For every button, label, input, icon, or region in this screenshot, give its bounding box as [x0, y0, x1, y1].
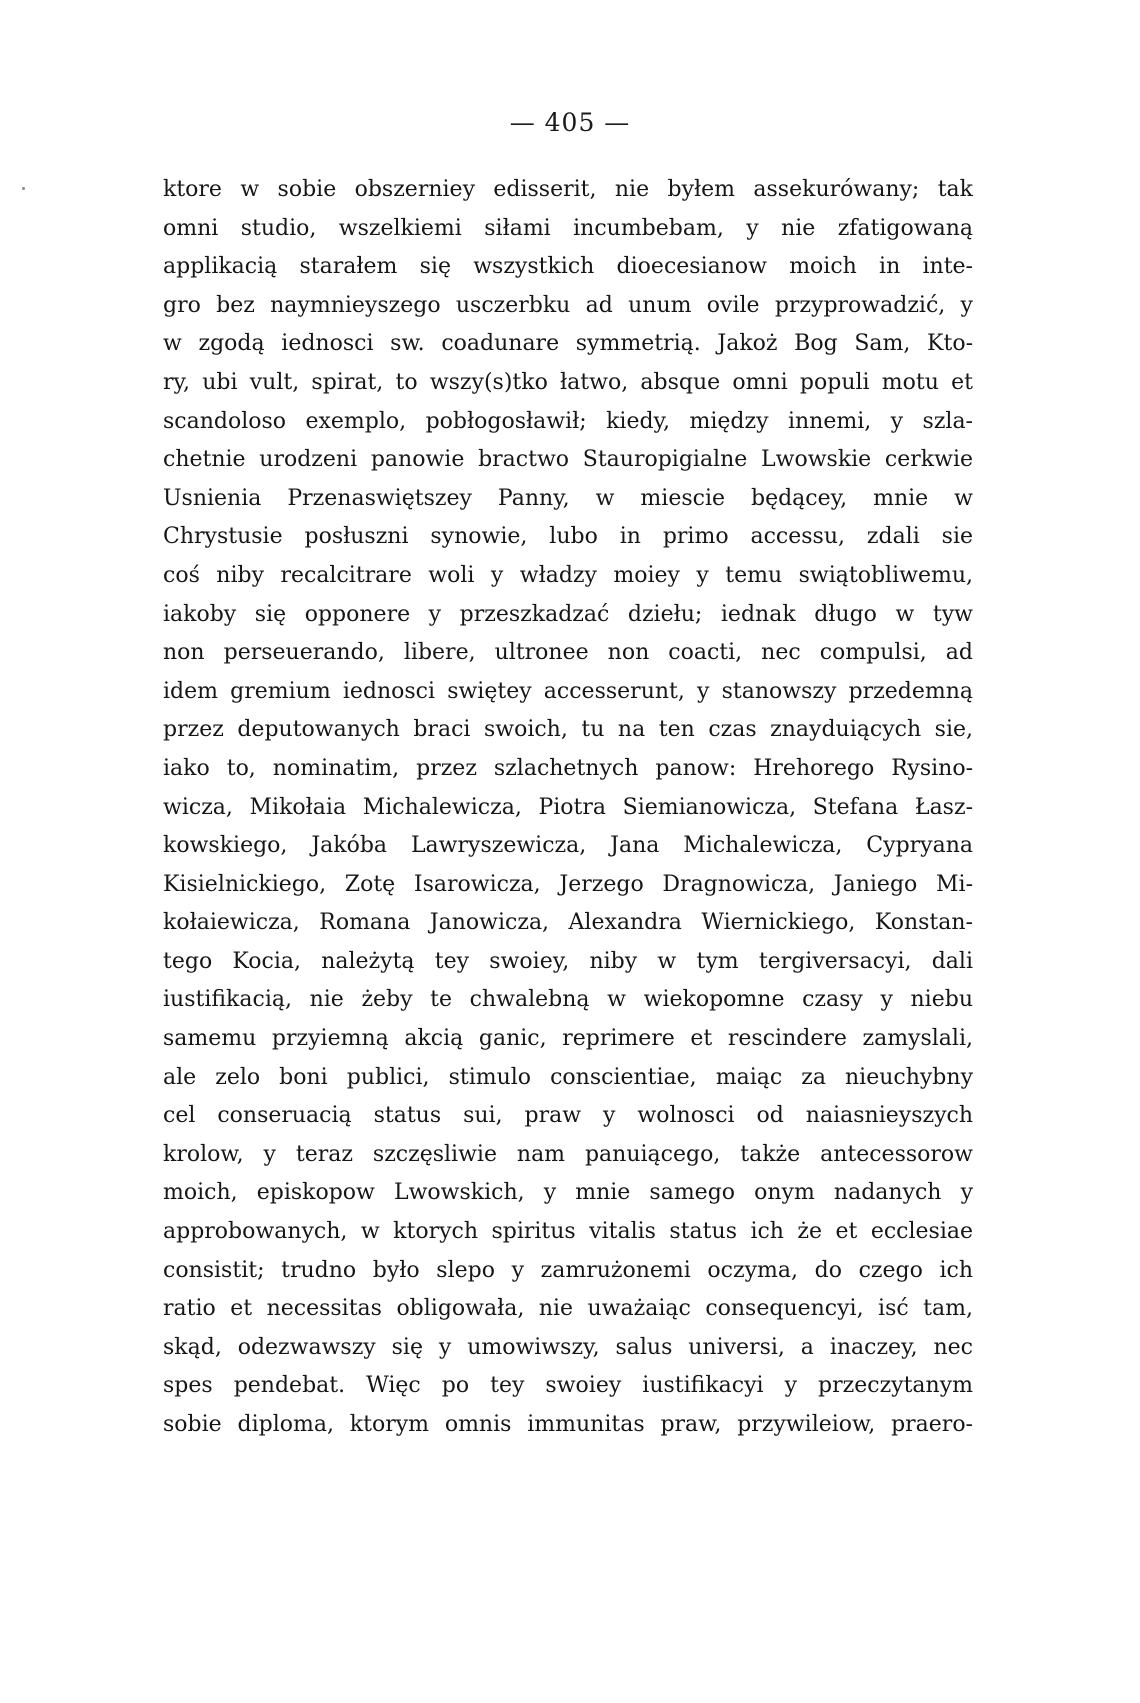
- page-number: — 405 —: [509, 108, 631, 137]
- body-text: [163, 171, 973, 1445]
- text-line: w zgodą iednosci sw. coadunare symmetrią. Jakoż Bog Sam, Kto-: [163, 331, 973, 357]
- text-line: kowskiego, Jakóba Lawryszewicza, Jana Michalewicza, Cypryana: [163, 833, 973, 859]
- text-line: skąd, odezwawszy się y umowiwszy, salus universi, a inaczey, nec: [163, 1334, 973, 1360]
- text-line: ktore w sobie obszerniey edisserit, nie byłem assekurówany; tak: [163, 177, 973, 202]
- text-line: omni studio, wszelkiemi siłami incumbebam, y nie zfatigowaną: [163, 215, 973, 241]
- text-line: wicza, Mikołaia Michalewicza, Piotra Siemianowicza, Stefana Łasz-: [163, 794, 973, 820]
- text-line: idem gremium iednosci swiętey accesserunt, y stanowszy przedemną: [163, 678, 973, 704]
- text-line: kołaiewicza, Romana Janowicza, Alexandra Wiernickiego, Konstan-: [163, 910, 973, 936]
- text-line: sobie diploma, ktorym omnis immunitas praw, przywileiow, praero-: [163, 1412, 973, 1437]
- text-line: approbowanych, w ktorych spiritus vitalis status ich że et ecclesiae: [163, 1219, 973, 1245]
- text-line: samemu przyiemną akcią ganic, reprimere et rescindere zamyslali,: [163, 1026, 973, 1052]
- text-line: moich, episkopow Lwowskich, y mnie samego onym nadanych y: [163, 1180, 973, 1206]
- text-line: cel conseruacią status sui, praw y wolnosci od naiasnieyszych: [163, 1103, 973, 1129]
- text-line: gro bez naymnieyszego usczerbku ad unum ovile przyprowadzić, y: [163, 292, 973, 318]
- text-line: Usnienia Przenaswiętszey Panny, w miescie będącey, mnie w: [163, 485, 973, 511]
- text-line: spes pendebat. Więc po tey swoiey iustifikacyi y przeczytanym: [163, 1373, 973, 1399]
- text-line: krolow, y teraz szczęsliwie nam panuiącego, także antecessorow: [163, 1141, 973, 1167]
- text-line: coś niby recalcitrare woli y władzy moiey y temu swiątobliwemu,: [163, 562, 973, 588]
- text-line: chetnie urodzeni panowie bractwo Stauropigialne Lwowskie cerkwie: [163, 447, 973, 473]
- text-line: applikacią starałem się wszystkich dioecesianow moich in inte-: [163, 254, 973, 280]
- text-line: Chrystusie posłuszni synowie, lubo in primo accessu, zdali sie: [163, 524, 973, 550]
- text-line: iako to, nominatim, przez szlachetnych panow: Hrehorego Rysino-: [163, 755, 973, 781]
- text-line: Kisielnickiego, Zotę Isarowicza, Jerzego Dragnowicza, Janiego Mi-: [163, 871, 973, 897]
- text-line: consistit; trudno było slepo y zamrużonemi oczyma, do czego ich: [163, 1257, 973, 1283]
- text-line: non perseuerando, libere, ultronee non coacti, nec compulsi, ad: [163, 640, 973, 666]
- paper-speck: [22, 187, 25, 190]
- text-line: ry, ubi vult, spirat, to wszy(s)tko łatwo, absque omni populi motu et: [163, 369, 973, 395]
- text-line: tego Kocia, należytą tey swoiey, niby w tym tergiversacyi, dali: [163, 948, 973, 974]
- text-line: ratio et necessitas obligowała, nie uważaiąc consequencyi, isć tam,: [163, 1296, 973, 1322]
- text-line: iustifikacią, nie żeby te chwalebną w wiekopomne czasy y niebu: [163, 987, 973, 1013]
- text-line: ale zelo boni publici, stimulo conscientiae, maiąc za nieuchybny: [163, 1064, 973, 1090]
- text-line: scandoloso exemplo, pobłogosławił; kiedy, między innemi, y szla-: [163, 408, 973, 434]
- text-line: przez deputowanych braci swoich, tu na ten czas znayduiących sie,: [163, 717, 973, 743]
- text-line: iakoby się opponere y przeszkadzać dziełu; iednak długo w tyw: [163, 601, 973, 627]
